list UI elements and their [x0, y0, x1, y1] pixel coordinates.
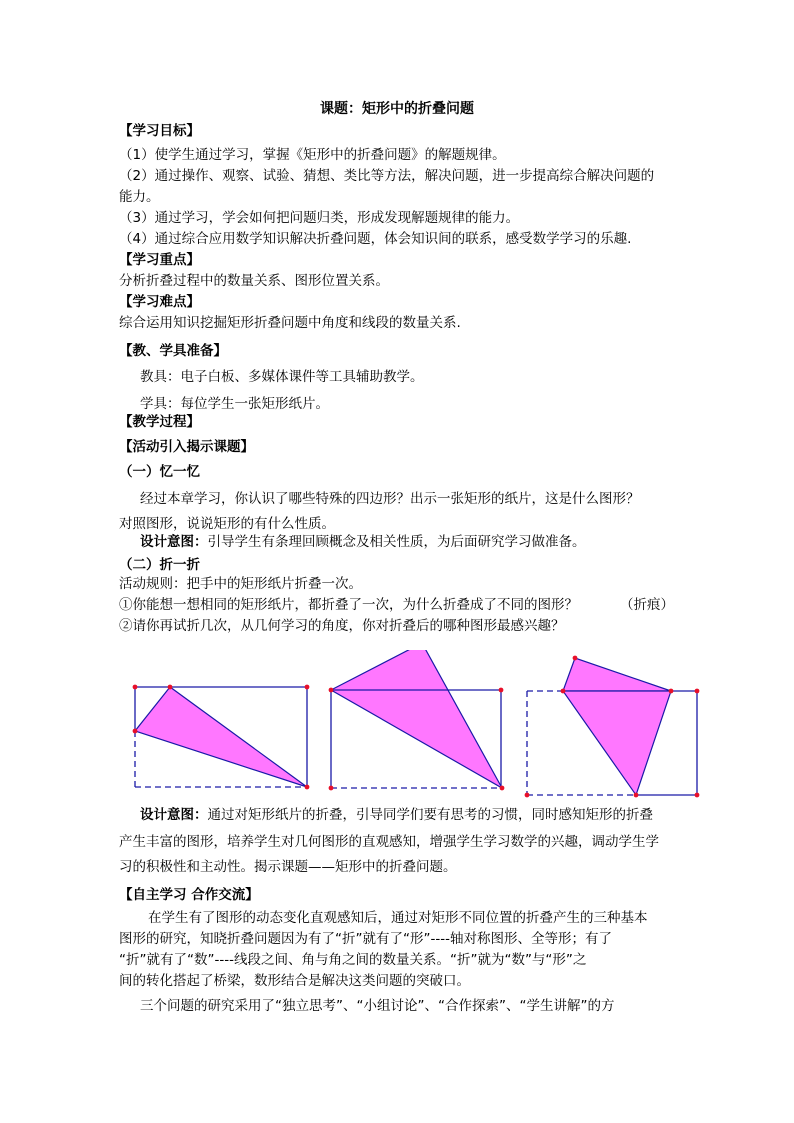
key-heading: 【学习重点】: [119, 252, 200, 268]
key-text: 分析折叠过程中的数量关系、图形位置关系。: [119, 273, 389, 289]
fold-figure-1: [133, 685, 310, 790]
design-intent-2: [140, 806, 653, 824]
prep-heading: 【教、学具准备】: [119, 343, 227, 359]
prep-student: 学具：每位学生一张矩形纸片。: [140, 396, 329, 412]
self-study-line: “折”就有了“数”----线段之间、角与角之间的数量关系。“折”就为“数”与“形”之: [119, 952, 587, 968]
question-2: ②请你再试折几次，从几何学习的角度，你对折叠后的哪种图形最感兴趣？: [119, 618, 565, 634]
goal-line: （1）使学生通过学习，掌握《矩形中的折叠问题》的解题规律。: [119, 147, 506, 163]
design-intent-text: 引导学生有条理回顾概念及相关性质，为后面研究学习做准备。: [207, 534, 586, 550]
self-study-line: 图形的研究，知晓折叠问题因为有了“折”就有了“形”----轴对称图形、全等形；有了: [119, 931, 612, 947]
section1-paragraph: 经过本章学习，你认识了哪些特殊的四边形？出示一张矩形的纸片，这是什么图形？: [140, 491, 640, 507]
difficulty-heading: 【学习难点】: [119, 294, 200, 310]
question-1-note: （折痕）: [620, 597, 674, 613]
page-title: 课题：矩形中的折叠问题: [320, 101, 474, 117]
question-1: ①你能想一想相同的矩形纸片，都折叠了一次，为什么折叠成了不同的图形？: [119, 597, 578, 613]
difficulty-text: 综合运用知识挖掘矩形折叠问题中角度和线段的数量关系.: [119, 315, 461, 331]
self-study-heading: 【自主学习 合作交流】: [119, 887, 259, 903]
design-intent-label: 设计意图：: [140, 807, 208, 823]
design-intent-text: 通过对矩形纸片的折叠，引导同学们要有思考的习惯，同时感知矩形的折叠: [207, 807, 653, 823]
intro-heading: 【活动引入揭示课题】: [119, 439, 254, 455]
design-intent-2-line: 习的积极性和主动性。揭示课题——矩形中的折叠问题。: [119, 859, 457, 875]
goal-line: （3）通过学习，学会如何把问题归类，形成发现解题规律的能力。: [119, 210, 520, 226]
goal-line: （4）通过综合应用数学知识解决折叠问题，体会知识间的联系，感受数学学习的乐趣.: [119, 231, 632, 247]
section2-heading: （二）折一折: [119, 557, 200, 573]
folding-figures: [130, 650, 705, 800]
fold-figure-3: [525, 656, 700, 798]
self-study-line: 在学生有了图形的动态变化直观感知后，通过对矩形不同位置的折叠产生的三种基本: [148, 910, 648, 926]
design-intent-1: [140, 533, 586, 551]
activity-rule: 活动规则：把手中的矩形纸片折叠一次。: [119, 576, 362, 592]
fold-figure-2: [329, 650, 505, 790]
goal-line: （2）通过操作、观察、试验、猜想、类比等方法，解决问题，进一步提高综合解决问题的: [119, 168, 655, 184]
self-study-line: 间的转化搭起了桥梁，数形结合是解决这类问题的突破口。: [119, 973, 470, 989]
design-intent-label: 设计意图：: [140, 534, 208, 550]
section1-paragraph-cont: 对照图形，说说矩形的有什么性质。: [119, 516, 335, 532]
prep-teacher: 教具：电子白板、多媒体课件等工具辅助教学。: [140, 369, 424, 385]
goal-line: 能力。: [119, 189, 160, 205]
section1-heading: （一）忆一忆: [119, 464, 200, 480]
process-heading: 【教学过程】: [119, 414, 200, 430]
goals-heading: 【学习目标】: [119, 123, 200, 139]
last-paragraph-line: 三个问题的研究采用了“独立思考”、“小组讨论”、“合作探索”、“学生讲解”的方: [140, 998, 615, 1014]
design-intent-2-line: 产生丰富的图形，培养学生对几何图形的直观感知，增强学生学习数学的兴趣，调动学生学: [119, 834, 659, 850]
